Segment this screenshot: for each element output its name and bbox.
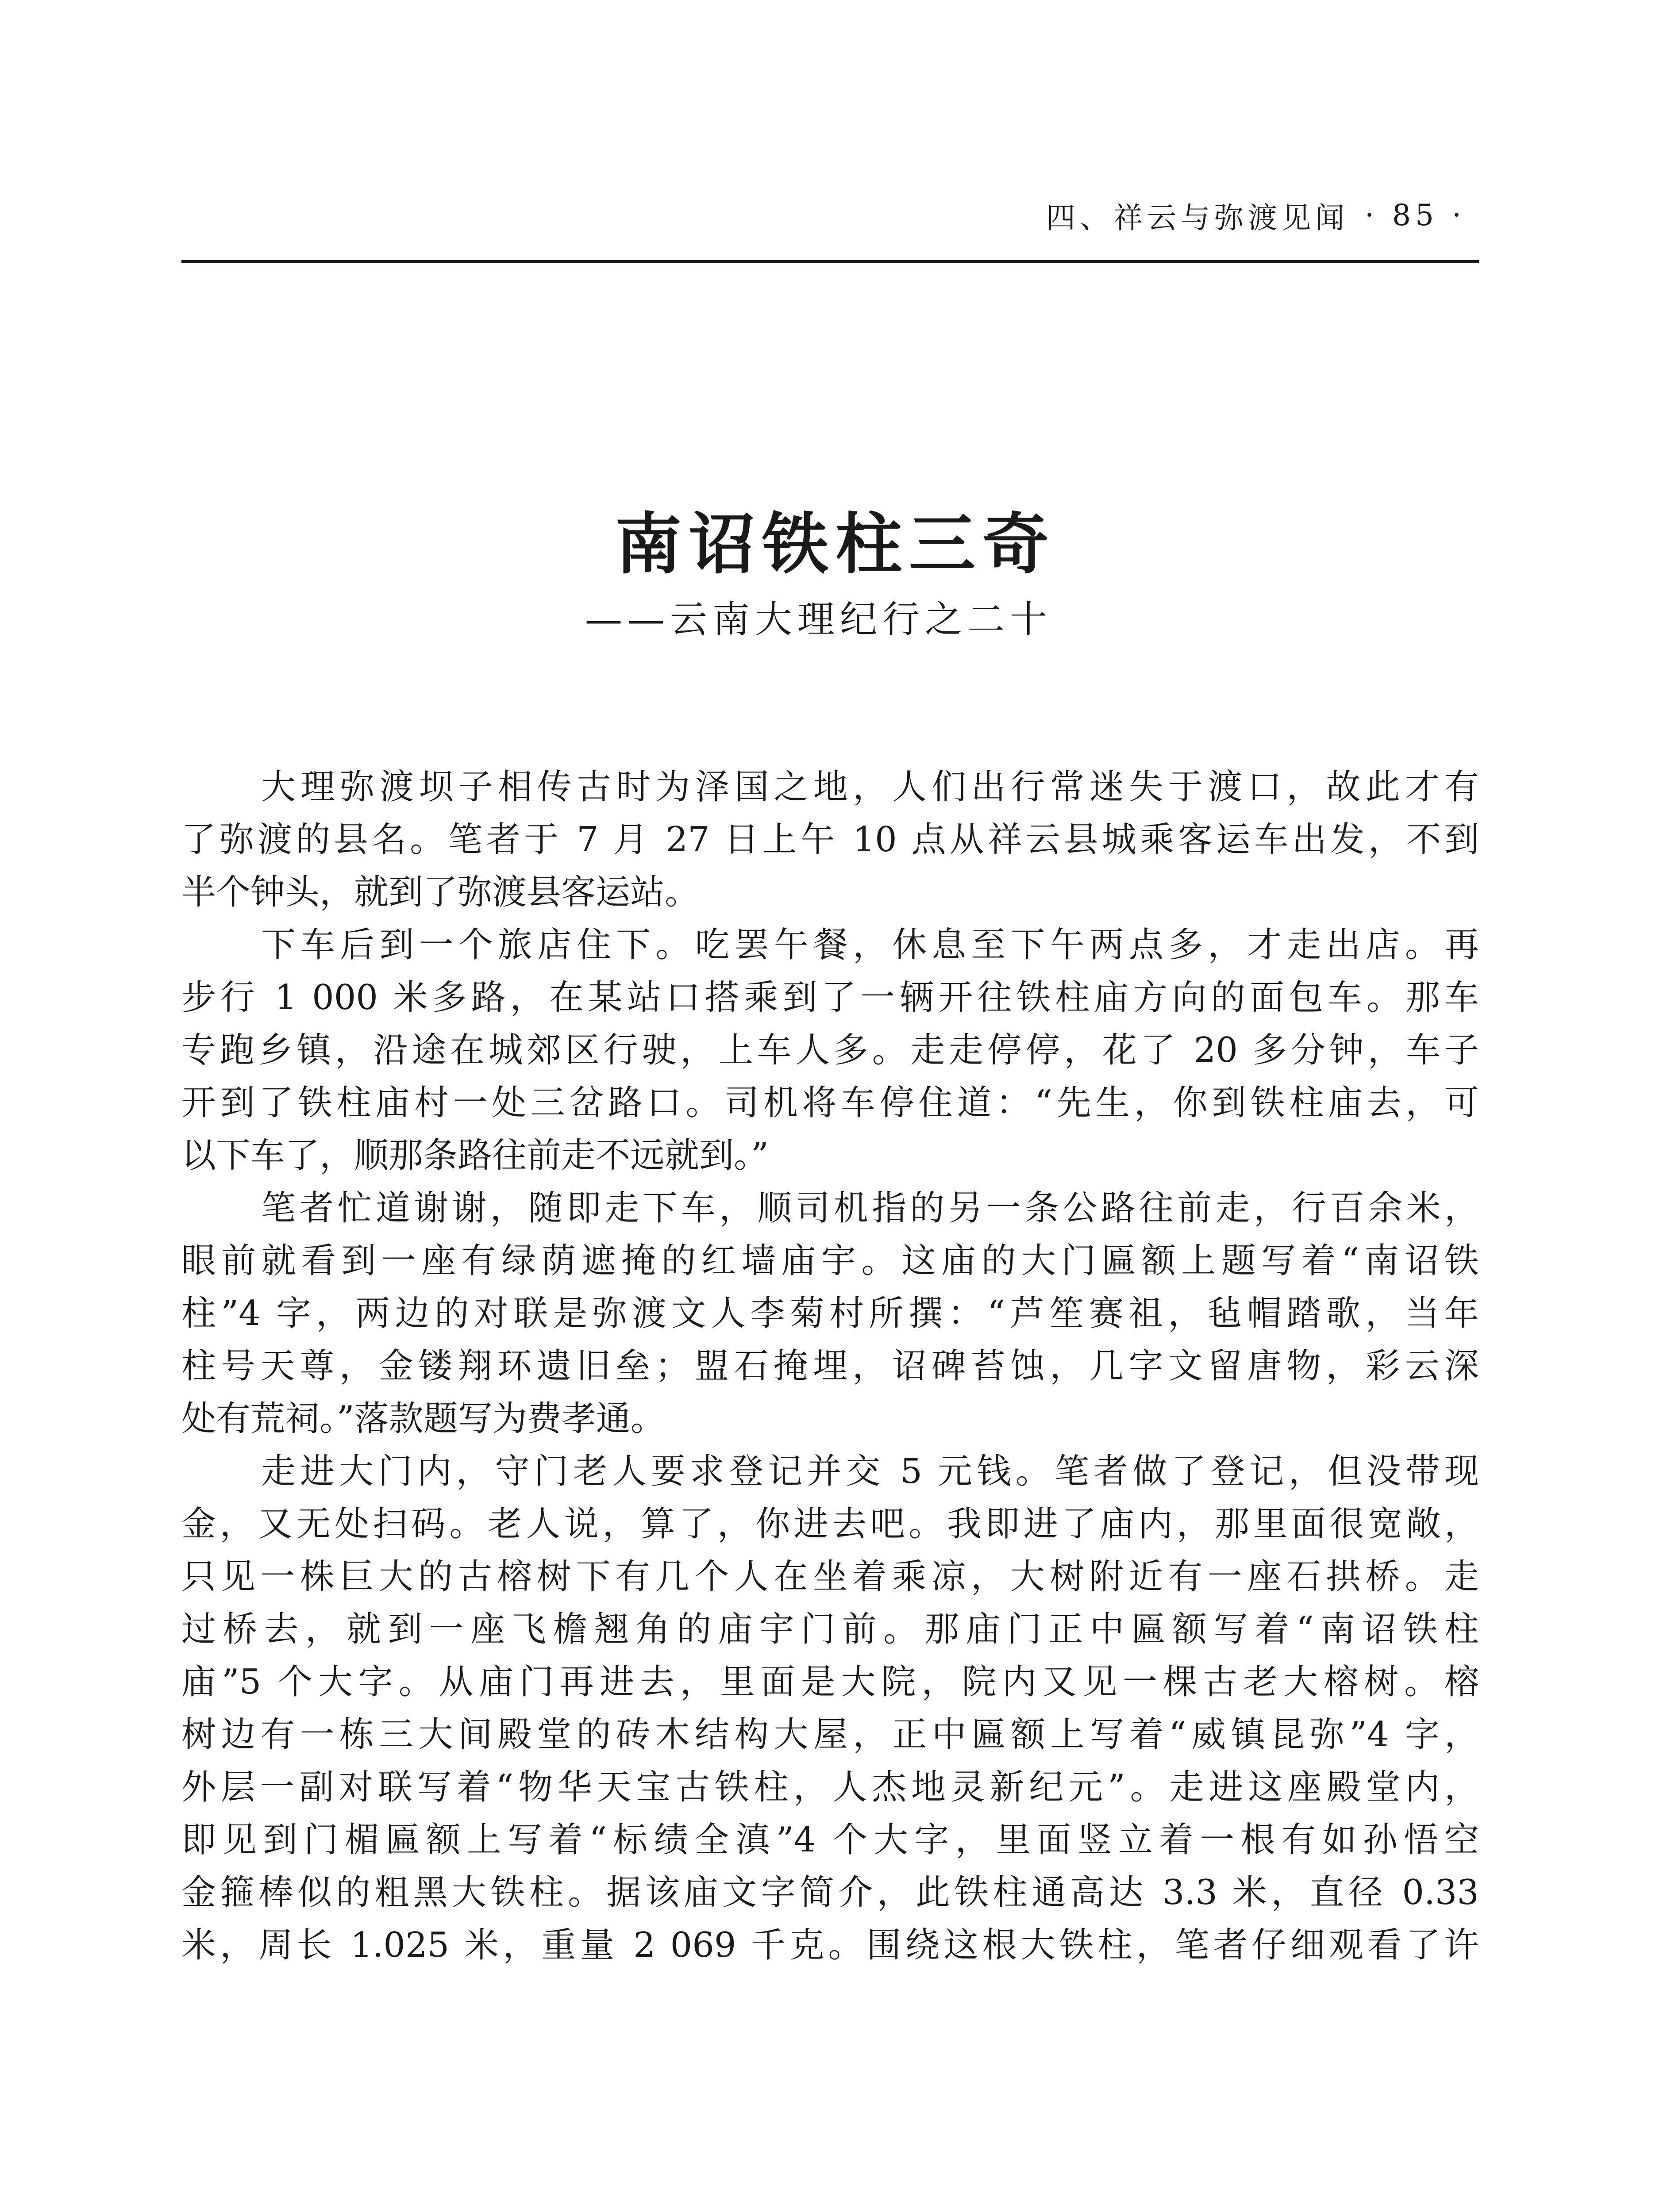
text-line: 大理弥渡坝子相传古时为泽国之地，人们出行常迷失于渡口，故此才有	[261, 767, 1479, 807]
text-line: 米，周长 1.025 米，重量 2 069 千克。围绕这根大铁柱，笔者仔细观看了许	[181, 1925, 1479, 1965]
text-line: 眼前就看到一座有绿荫遮掩的红墙庙宇。这庙的大门匾额上题写着“南诏铁	[181, 1241, 1479, 1281]
text-line: 金箍棒似的粗黑大铁柱。据该庙文字简介，此铁柱通高达 3.3 米，直径 0.33	[181, 1873, 1479, 1912]
section-title: 四、祥云与弥渡见闻	[1046, 200, 1349, 235]
article-title: 南诏铁柱三奇	[615, 505, 1056, 583]
text-line: 柱”4 字，两边的对联是弥渡文人李菊村所撰：“芦笙赛祖，毡帽踏歌，当年	[181, 1294, 1479, 1333]
body-text	[181, 761, 1479, 1972]
text-line: 过桥去，就到一座飞檐翘角的庙宇门前。那庙门正中匾额写着“南诏铁柱	[181, 1609, 1479, 1649]
text-line: 走进大门内，守门老人要求登记并交 5 元钱。笔者做了登记，但没带现	[261, 1452, 1479, 1491]
text-line: 庙”5 个大字。从庙门再进去，里面是大院，院内又见一棵古老大榕树。榕	[181, 1662, 1479, 1702]
text-line: 半个钟头，就到了弥渡县客运站。	[181, 872, 700, 912]
text-line: 笔者忙道谢谢，随即走下车，顺司机指的另一条公路往前走，行百余米，	[261, 1188, 1479, 1228]
text-line: 树边有一栋三大间殿堂的砖木结构大屋，正中匾额上写着“威镇昆弥”4 字，	[181, 1715, 1479, 1755]
text-line: 金，又无处扫码。老人说，算了，你进去吧。我即进了庙内，那里面很宽敞，	[181, 1504, 1479, 1544]
running-header	[929, 193, 1478, 237]
text-line: 只见一株巨大的古榕树下有几个人在坐着乘凉，大树附近有一座石拱桥。走	[181, 1557, 1479, 1597]
text-line: 了弥渡的县名。笔者于 7 月 27 日上午 10 点从祥云县城乘客运车出发，不到	[181, 820, 1479, 860]
article-subtitle: ——云南大理纪行之二十	[585, 598, 1052, 641]
text-line: 专跑乡镇，沿途在城郊区行驶，上车人多。走走停停，花了 20 多分钟，车子	[181, 1030, 1479, 1070]
page-number: · 85 ·	[1365, 198, 1466, 232]
header-rule	[181, 260, 1479, 263]
text-line: 柱号天尊，金镂翔环遗旧垒；盟石掩埋，诏碑苔蚀，几字文留唐物，彩云深	[181, 1346, 1479, 1386]
text-line: 处有荒祠。”落款题写为费孝通。	[181, 1399, 665, 1439]
text-line: 外层一副对联写着“物华天宝古铁柱，人杰地灵新纪元”。走进这座殿堂内，	[181, 1767, 1479, 1807]
text-line: 下车后到一个旅店住下。吃罢午餐，休息至下午两点多，才走出店。再	[261, 925, 1479, 965]
text-line: 以下车了，顺那条路往前走不远就到。”	[181, 1136, 769, 1175]
text-line: 步行 1 000 米多路，在某站口搭乘到了一辆开往铁柱庙方向的面包车。那车	[181, 978, 1479, 1018]
text-line: 开到了铁柱庙村一处三岔路口。司机将车停住道：“先生，你到铁柱庙去，可	[181, 1083, 1479, 1123]
text-line: 即见到门楣匾额上写着“标绩全滇”4 个大字，里面竖立着一根有如孙悟空	[181, 1820, 1479, 1860]
